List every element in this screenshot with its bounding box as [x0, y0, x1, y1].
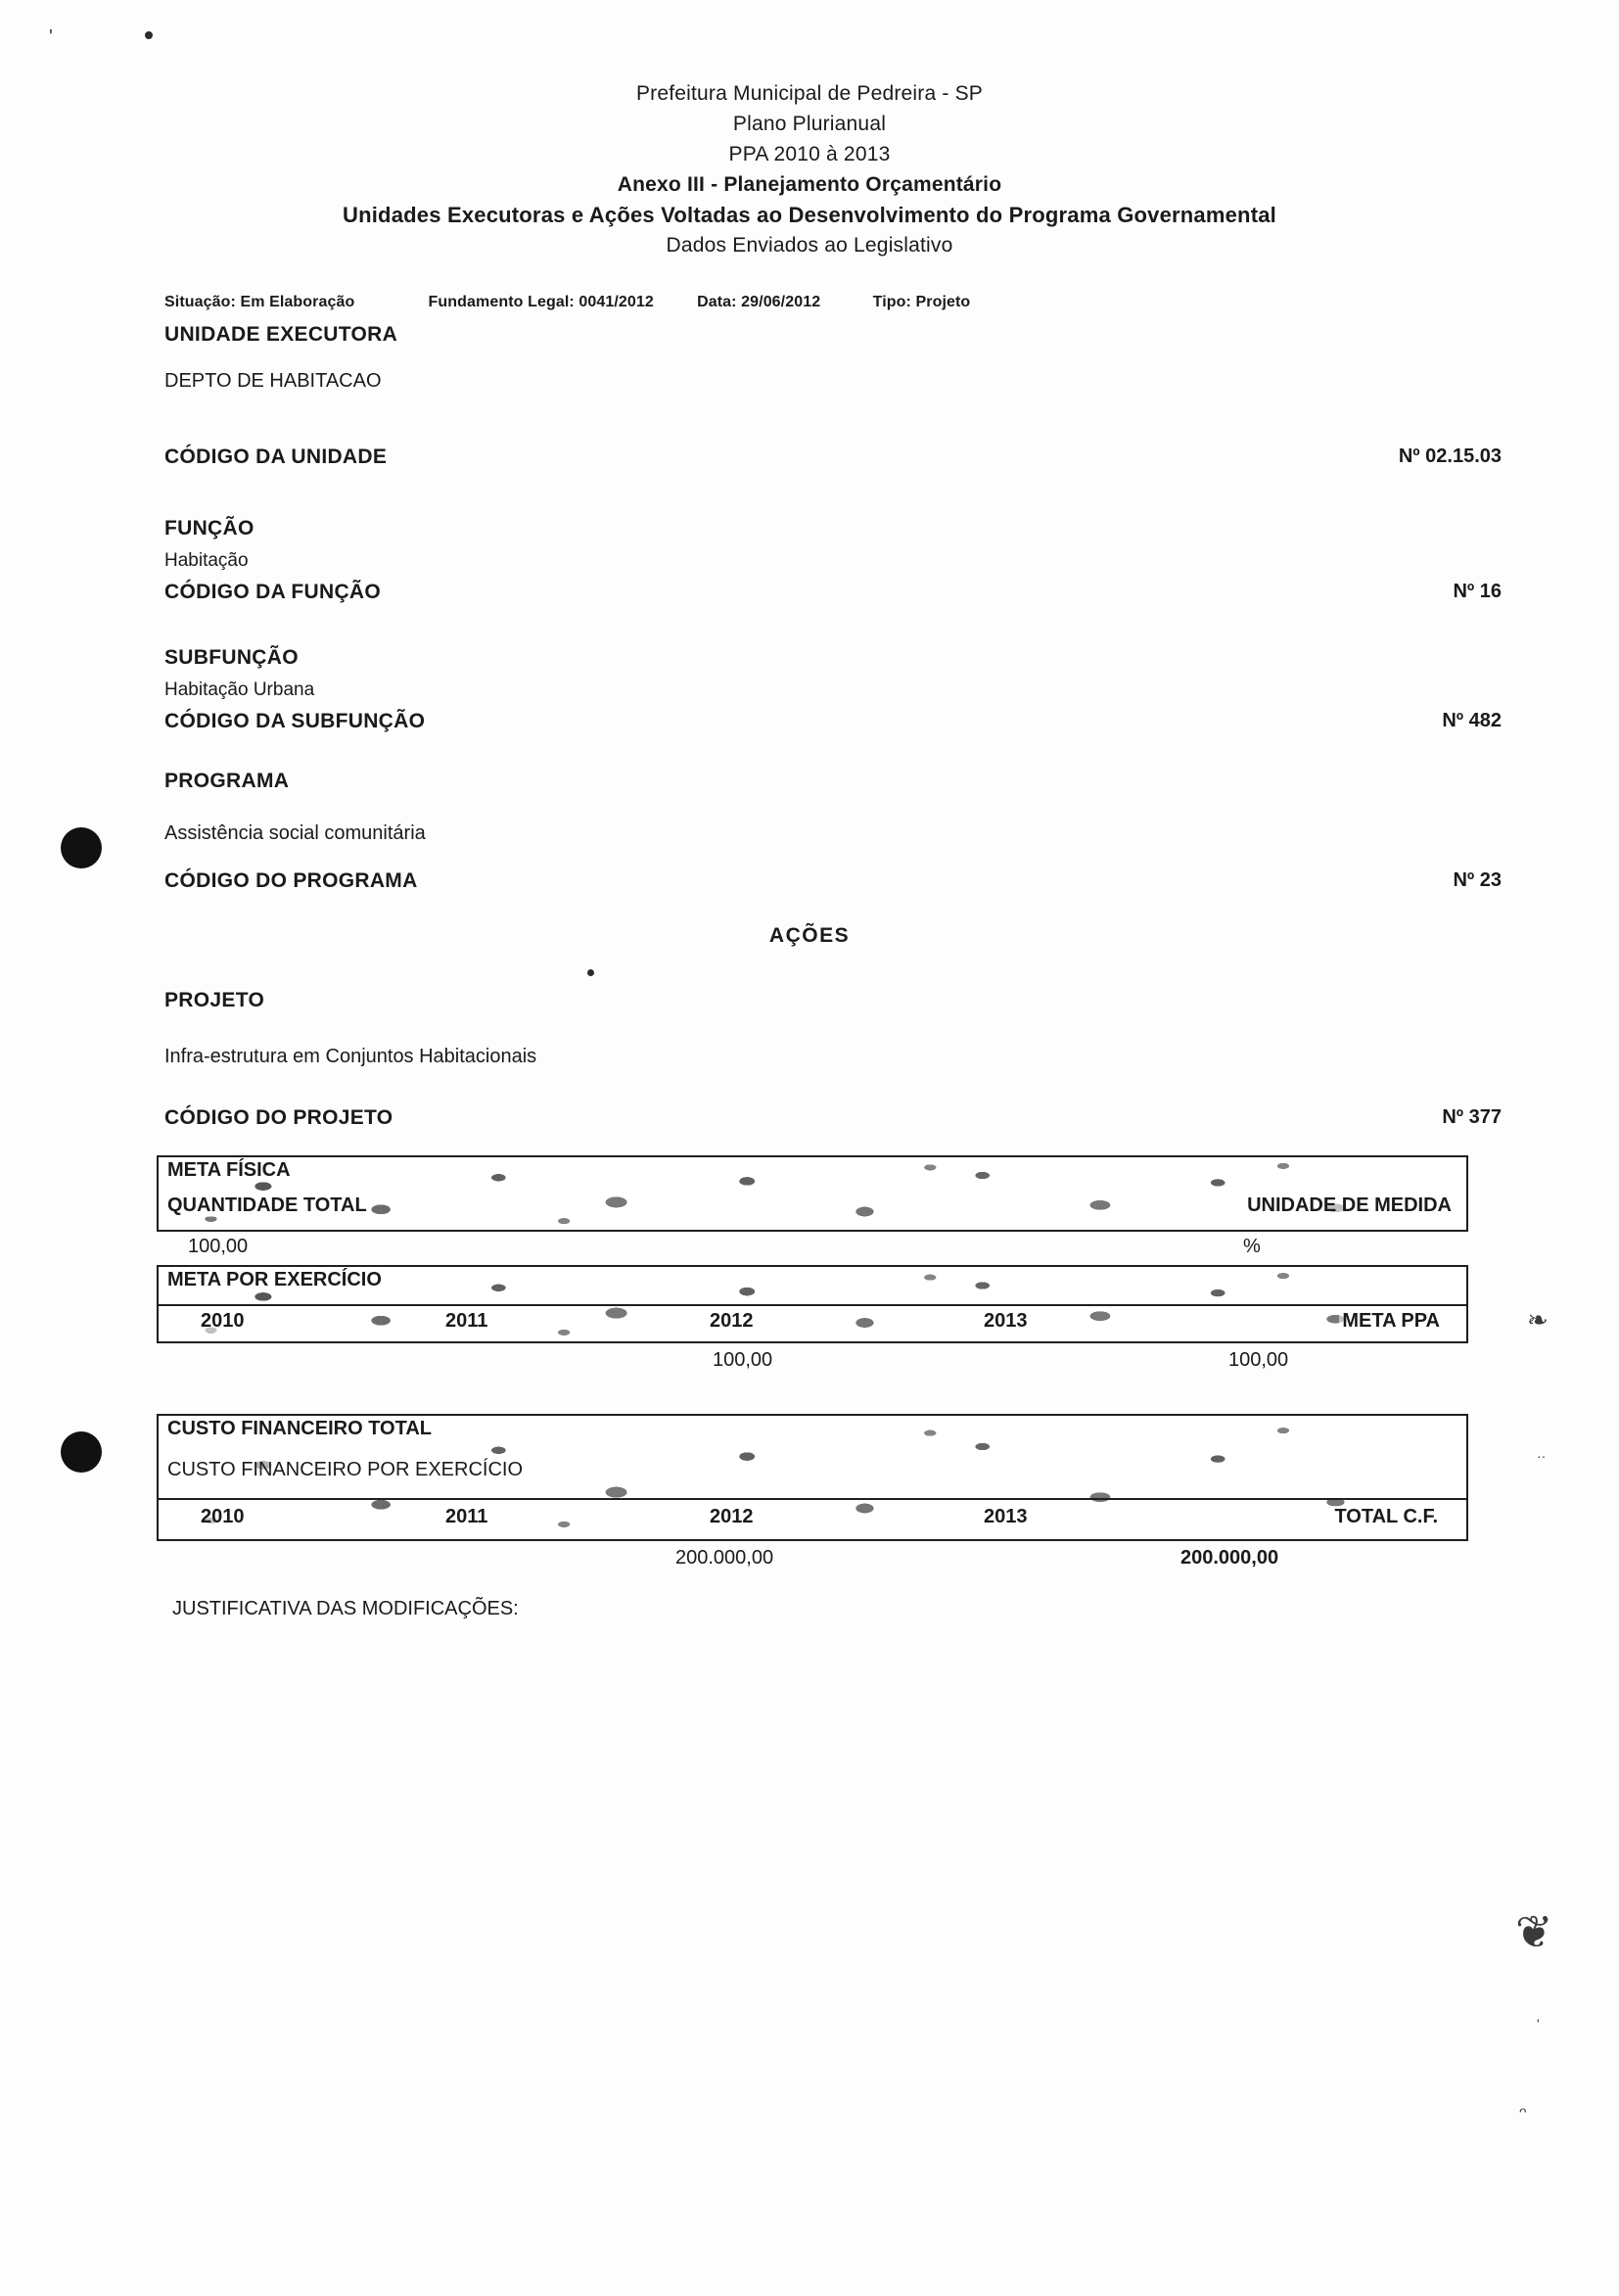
meta-ppa-value: 100,00	[1228, 1349, 1289, 1371]
codigo-funcao-value: Nº 16	[1453, 581, 1502, 602]
unidade-medida-label: UNIDADE DE MEDIDA	[1244, 1195, 1455, 1217]
custo-por-exercicio-label: CUSTO FINANCEIRO POR EXERCÍCIO	[164, 1459, 526, 1481]
scan-speck: ··	[1537, 1448, 1547, 1464]
scan-speck: '	[1537, 2016, 1540, 2032]
custo-ano-2011: 2011	[442, 1506, 490, 1528]
justificativa-label: JUSTIFICATIVA DAS MODIFICAÇÕES:	[172, 1598, 519, 1619]
meta-data: Data: 29/06/2012	[697, 294, 821, 310]
total-cf-value: 200.000,00	[1180, 1547, 1279, 1569]
scan-speck: ᵔ	[1519, 2104, 1527, 2126]
custo-financeiro-box	[157, 1414, 1468, 1541]
meta-situacao: Situação: Em Elaboração	[164, 294, 355, 310]
custo-ano-2013: 2013	[981, 1506, 1031, 1528]
codigo-projeto-row	[164, 1106, 1502, 1136]
total-cf-label: TOTAL C.F.	[1331, 1506, 1441, 1528]
meta-fundamento: Fundamento Legal: 0041/2012	[428, 294, 654, 310]
codigo-programa-value: Nº 23	[1453, 869, 1502, 891]
meta-ppa-label: META PPA	[1339, 1310, 1443, 1333]
codigo-programa-label: CÓDIGO DO PROGRAMA	[164, 869, 418, 892]
codigo-projeto-label: CÓDIGO DO PROJETO	[164, 1106, 393, 1129]
codigo-unidade-value: Nº 02.15.03	[1398, 445, 1502, 467]
projeto-label: PROJETO	[164, 989, 265, 1011]
codigo-subfuncao-row	[164, 710, 1502, 739]
header-line-subtitle: Unidades Executoras e Ações Voltadas ao Desenvolvimento do Programa Governamental	[343, 203, 1276, 227]
codigo-unidade-row	[164, 445, 1502, 475]
custo-values	[157, 1547, 1468, 1572]
codigo-unidade-label: CÓDIGO DA UNIDADE	[164, 445, 388, 468]
meta-fisica-box	[157, 1155, 1468, 1232]
header-line-city: Prefeitura Municipal de Pedreira - SP	[635, 82, 984, 105]
codigo-subfuncao-label: CÓDIGO DA SUBFUNÇÃO	[164, 710, 426, 732]
custo-ano-2010: 2010	[198, 1506, 248, 1528]
scan-speck	[587, 969, 594, 976]
meta-ano-2011: 2011	[442, 1310, 490, 1333]
document-header	[0, 78, 1619, 260]
codigo-projeto-value: Nº 377	[1442, 1106, 1502, 1128]
meta-fisica-values	[157, 1236, 1468, 1261]
punch-hole-mark	[61, 1431, 102, 1473]
custo-financeiro-total-label: CUSTO FINANCEIRO TOTAL	[164, 1418, 435, 1440]
custo-ano-2012: 2012	[707, 1506, 757, 1528]
codigo-subfuncao-value: Nº 482	[1442, 710, 1502, 731]
meta-tipo: Tipo: Projeto	[872, 294, 971, 310]
meta-fisica-title: META FÍSICA	[164, 1159, 294, 1182]
header-line-plan: Plano Plurianual	[732, 113, 887, 135]
header-line-period: PPA 2010 à 2013	[728, 143, 891, 165]
codigo-funcao-row	[164, 581, 1502, 610]
header-line-status: Dados Enviados ao Legislativo	[666, 234, 953, 257]
quantidade-total-label: QUANTIDADE TOTAL	[164, 1195, 370, 1217]
unidade-medida-value: %	[1243, 1236, 1261, 1257]
quantidade-total-value: 100,00	[188, 1236, 249, 1257]
unidade-executora-label: UNIDADE EXECUTORA	[164, 323, 398, 346]
acoes-title: AÇÕES	[768, 924, 851, 947]
meta-por-exercicio-box	[157, 1265, 1468, 1343]
subfuncao-value: Habitação Urbana	[164, 679, 315, 700]
scan-smudge: ❧	[1527, 1305, 1549, 1335]
header-line-annex: Anexo III - Planejamento Orçamentário	[617, 173, 1002, 196]
programa-value: Assistência social comunitária	[164, 822, 426, 844]
meta-line	[164, 294, 1502, 311]
funcao-label: FUNÇÃO	[164, 517, 254, 539]
meta-por-exercicio-label: META POR EXERCÍCIO	[164, 1269, 385, 1291]
codigo-funcao-label: CÓDIGO DA FUNÇÃO	[164, 581, 382, 603]
meta-exercicio-values	[157, 1349, 1468, 1375]
codigo-programa-row	[164, 869, 1502, 899]
custo-valor-2012: 200.000,00	[675, 1547, 774, 1569]
unidade-executora-value: DEPTO DE HABITACAO	[164, 370, 382, 392]
subfuncao-label: SUBFUNÇÃO	[164, 646, 299, 669]
scan-smudge: ❦	[1515, 1906, 1553, 1957]
funcao-value: Habitação	[164, 550, 249, 571]
meta-ano-2012: 2012	[707, 1310, 757, 1333]
punch-hole-mark	[61, 827, 102, 868]
meta-ano-2013: 2013	[981, 1310, 1031, 1333]
scan-speck	[145, 31, 153, 39]
meta-ano-2010: 2010	[198, 1310, 248, 1333]
meta-valor-2012: 100,00	[713, 1349, 773, 1371]
scan-speck: '	[49, 26, 53, 48]
projeto-value: Infra-estrutura em Conjuntos Habitacionais	[164, 1046, 537, 1067]
programa-label: PROGRAMA	[164, 770, 290, 792]
